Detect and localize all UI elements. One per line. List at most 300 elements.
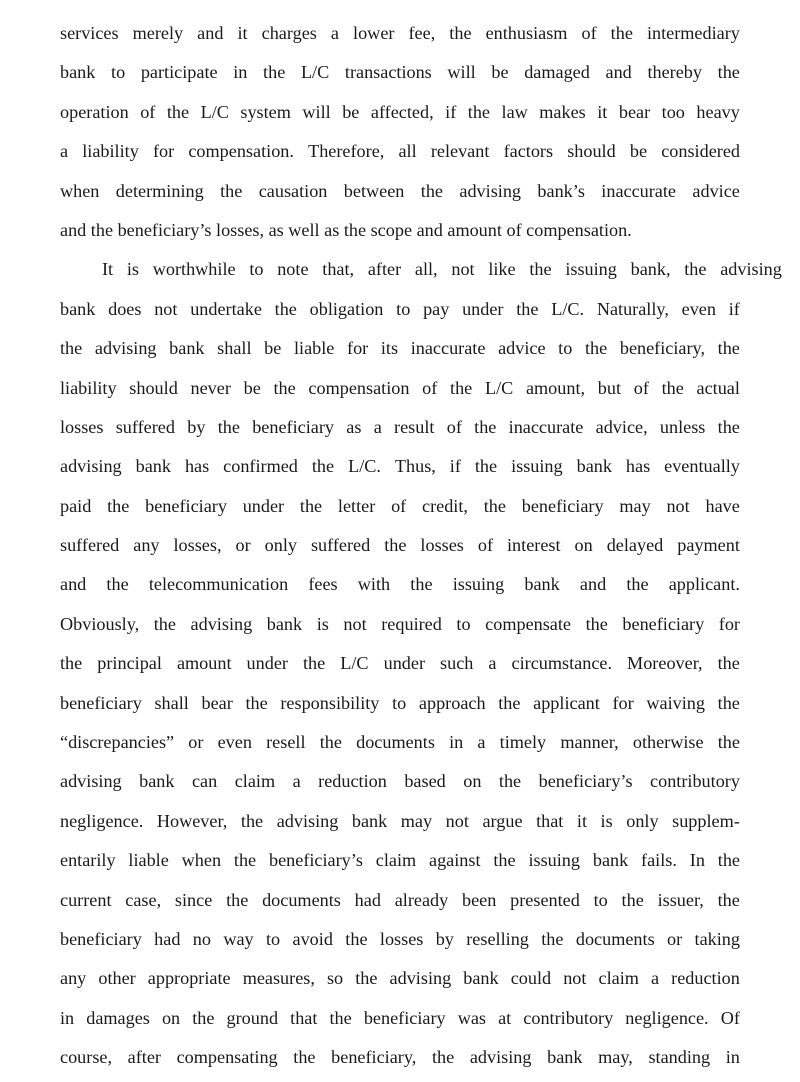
word: documents — [356, 732, 435, 753]
justified-words — [60, 999, 740, 1038]
word: reselling — [466, 928, 529, 949]
word: L/C — [340, 653, 369, 674]
word: issuing — [565, 259, 617, 280]
word: beneficiary — [60, 928, 142, 949]
justified-words — [60, 408, 740, 447]
word: the — [621, 889, 644, 910]
word: the — [449, 23, 472, 43]
word: telecommunication — [148, 574, 289, 595]
word: by — [187, 416, 206, 437]
word: undertake — [190, 298, 262, 319]
word: causation — [258, 180, 328, 201]
word: with — [357, 574, 391, 595]
word: reduction — [318, 771, 387, 792]
word: the — [684, 259, 707, 280]
word: the — [60, 653, 83, 674]
word: for — [152, 141, 175, 162]
word: interest — [507, 535, 561, 556]
word: transactions — [344, 62, 432, 83]
word: claim — [234, 771, 276, 792]
word: has — [184, 456, 210, 477]
text-line — [60, 762, 740, 801]
word: supplem- — [672, 810, 740, 831]
word: relevant — [430, 141, 490, 162]
word: been — [462, 889, 497, 910]
word: circumstance. — [511, 653, 613, 674]
word: no — [192, 928, 211, 949]
word: does — [108, 298, 142, 319]
word: on — [463, 771, 482, 792]
word: bear — [201, 692, 233, 713]
justified-words — [60, 53, 740, 92]
word: measures, — [242, 968, 315, 989]
word: inaccurate — [410, 338, 486, 359]
word: fails. — [641, 850, 677, 871]
word: suffered — [115, 416, 175, 437]
justified-words — [60, 290, 740, 329]
word: beneficiary’s — [538, 771, 633, 792]
word: bank — [139, 771, 175, 792]
word: as — [346, 416, 362, 437]
word: result — [394, 416, 435, 437]
word: if — [728, 298, 740, 319]
word: the — [467, 101, 491, 122]
word: is — [126, 259, 139, 280]
word: advising — [459, 180, 522, 201]
word: compensation. — [188, 141, 294, 162]
justified-words — [60, 132, 740, 171]
word: be — [243, 377, 261, 398]
word: liability — [82, 141, 139, 162]
document-page — [60, 14, 782, 1078]
text-line — [60, 1038, 740, 1077]
word: actual — [696, 377, 740, 398]
text-line — [60, 408, 740, 447]
word: of — [422, 377, 438, 398]
word: advising — [469, 1047, 532, 1068]
word: issuing — [511, 456, 563, 477]
word: of — [446, 416, 462, 437]
word: required — [381, 613, 442, 634]
word: other — [98, 968, 136, 989]
word: the — [245, 692, 268, 713]
word: the — [319, 732, 342, 753]
text-line — [60, 802, 740, 841]
justified-words — [60, 172, 740, 211]
justified-words — [60, 920, 740, 959]
word: the — [626, 574, 649, 595]
justified-words — [60, 93, 740, 132]
word: by — [435, 928, 454, 949]
word: the — [498, 771, 522, 792]
word: pay — [423, 298, 450, 319]
word: that — [536, 810, 564, 831]
word: appropriate — [147, 968, 231, 989]
word: could — [510, 968, 552, 989]
word: bank — [169, 338, 205, 359]
word: advising — [276, 810, 339, 831]
word: losses — [420, 535, 464, 556]
text-line — [60, 959, 740, 998]
word: issuer, — [657, 889, 704, 910]
text-line — [60, 369, 740, 408]
word: under — [242, 495, 285, 516]
word: only — [626, 810, 659, 831]
word: the — [585, 613, 608, 634]
word: law — [501, 101, 528, 122]
word: be — [342, 101, 360, 122]
word: In — [689, 850, 705, 871]
word: to — [392, 692, 407, 713]
word: enthusiasm — [485, 23, 568, 43]
text-line — [60, 684, 740, 723]
word: have — [705, 495, 740, 516]
word: bank — [576, 456, 612, 477]
justified-words — [60, 1038, 740, 1077]
word: to — [111, 62, 126, 83]
word: to — [249, 259, 264, 280]
word: losses — [60, 416, 104, 437]
word: advising — [389, 968, 452, 989]
word: contributory — [650, 771, 740, 792]
word: the — [717, 732, 740, 753]
word: the — [345, 928, 368, 949]
text-line — [60, 999, 740, 1038]
word: after — [127, 1047, 161, 1068]
word: a — [330, 23, 339, 43]
word: the — [450, 377, 473, 398]
word: the — [240, 810, 264, 831]
word: letter — [337, 495, 376, 516]
word: and — [579, 574, 607, 595]
text-line — [60, 290, 740, 329]
word: the — [474, 456, 498, 477]
word: losses, — [173, 535, 222, 556]
word: in — [725, 1047, 740, 1068]
word: avoid — [292, 928, 333, 949]
word: damages — [86, 1007, 150, 1028]
paragraph-1 — [60, 14, 740, 250]
word: at — [498, 1007, 512, 1028]
word: services — [60, 23, 119, 43]
word: the — [106, 574, 129, 595]
word: like — [488, 259, 516, 280]
word: will — [447, 62, 476, 83]
word: the — [717, 889, 740, 910]
word: the — [274, 298, 297, 319]
word: the — [60, 338, 83, 359]
word: all, — [414, 259, 438, 280]
word: under — [383, 653, 426, 674]
word: when — [181, 850, 222, 871]
word: reduction — [671, 968, 740, 989]
word: should — [129, 377, 178, 398]
word: bank — [266, 613, 303, 634]
word: of — [633, 377, 649, 398]
word: entarily — [60, 850, 116, 871]
word: to — [593, 889, 608, 910]
word: not — [666, 495, 690, 516]
word: any — [133, 535, 160, 556]
word: payment — [677, 535, 740, 556]
word: bank, — [630, 259, 671, 280]
word: manner, — [560, 732, 619, 753]
word: a — [292, 771, 301, 792]
word: the — [153, 613, 176, 634]
word: delayed — [606, 535, 664, 556]
word: the — [311, 456, 335, 477]
word: Of — [720, 1007, 740, 1028]
justified-words — [60, 684, 740, 723]
word: it — [237, 23, 248, 43]
word: issuing — [528, 850, 580, 871]
word: never — [190, 377, 231, 398]
word: paid — [60, 495, 92, 516]
word: is — [316, 613, 329, 634]
justified-words — [60, 762, 740, 801]
word: It — [102, 259, 114, 280]
word: even — [681, 298, 716, 319]
word: negligence. — [60, 810, 144, 831]
word: Naturally, — [596, 298, 669, 319]
word: the — [220, 180, 243, 201]
text-line — [60, 132, 740, 171]
word: Therefore, — [308, 141, 385, 162]
word: not — [563, 968, 587, 989]
word: when — [60, 180, 100, 201]
word: “discrepancies” — [60, 732, 175, 753]
word: current — [60, 889, 112, 910]
word: the — [263, 62, 286, 83]
word: the — [299, 495, 323, 516]
word: the — [233, 850, 257, 871]
word: Moreover, — [627, 653, 703, 674]
word: so — [326, 968, 344, 989]
word: participate — [140, 62, 218, 83]
word: since — [174, 889, 213, 910]
text-line — [60, 53, 740, 92]
word: should — [567, 141, 616, 162]
word: the — [661, 377, 684, 398]
justified-words — [60, 14, 740, 53]
word: documents — [262, 889, 341, 910]
word: advice — [692, 180, 740, 201]
word: based — [404, 771, 446, 792]
word: shall — [154, 692, 189, 713]
word: the — [303, 653, 326, 674]
justified-words — [60, 565, 740, 604]
word: note — [277, 259, 309, 280]
word: the — [717, 62, 740, 83]
word: applicant — [533, 692, 600, 713]
word: of — [140, 101, 156, 122]
word: beneficiary, — [331, 1047, 417, 1068]
text-line — [60, 881, 740, 920]
word: was — [457, 1007, 486, 1028]
word: resell — [266, 732, 306, 753]
word: the — [493, 850, 516, 871]
justified-words — [60, 369, 740, 408]
word: L/C — [484, 377, 514, 398]
word: considered — [661, 141, 740, 162]
word: bank — [524, 574, 560, 595]
word: beneficiary — [145, 495, 227, 516]
word: claim — [375, 850, 417, 871]
word: it — [597, 101, 608, 122]
justified-words — [60, 526, 740, 565]
word: has — [625, 456, 651, 477]
word: on — [574, 535, 593, 556]
word: presented — [510, 889, 580, 910]
word: heavy — [696, 101, 740, 122]
justified-words — [60, 881, 740, 920]
word: to — [456, 613, 471, 634]
text-line — [60, 644, 740, 683]
word: standing — [648, 1047, 711, 1068]
word: Thus, — [394, 456, 436, 477]
word: against — [429, 850, 481, 871]
word: beneficiary — [521, 495, 604, 516]
justified-words — [60, 644, 740, 683]
word: compensation — [308, 377, 410, 398]
word: advice, — [595, 416, 648, 437]
word: merely — [132, 23, 184, 43]
word: the — [293, 1047, 316, 1068]
word: such — [440, 653, 474, 674]
word: had — [354, 889, 381, 910]
word: eventually — [664, 456, 740, 477]
text-line — [60, 93, 740, 132]
word: bank — [60, 62, 96, 83]
word: in — [449, 732, 464, 753]
word: that — [290, 1007, 318, 1028]
word: the — [420, 180, 443, 201]
word: liable — [128, 850, 169, 871]
word: approach — [418, 692, 486, 713]
word: on — [161, 1007, 181, 1028]
word: the — [384, 535, 407, 556]
word: will — [302, 101, 331, 122]
justified-words — [60, 959, 740, 998]
word: beneficiary’s — [268, 850, 363, 871]
word: bank — [463, 968, 499, 989]
word: may — [400, 810, 433, 831]
word: losses — [379, 928, 424, 949]
word: negligence. — [625, 1007, 709, 1028]
word: even — [217, 732, 252, 753]
text-line — [60, 920, 740, 959]
word: lower — [353, 23, 395, 43]
word: the — [226, 889, 249, 910]
word: advising — [94, 338, 157, 359]
word: bank — [547, 1047, 583, 1068]
word: of — [581, 23, 597, 43]
word: not — [445, 810, 469, 831]
word: a — [651, 968, 660, 989]
word: or — [235, 535, 251, 556]
word: is — [600, 810, 613, 831]
text-line: and the beneficiary’s losses, as well as the scope and amount of compensation. — [60, 219, 632, 240]
word: advising — [190, 613, 253, 634]
justified-words — [60, 329, 740, 368]
word: factors — [503, 141, 554, 162]
text-line — [60, 565, 740, 604]
word: a — [477, 732, 486, 753]
word: bank — [592, 850, 629, 871]
justified-words — [60, 250, 782, 289]
word: advising — [60, 456, 122, 477]
text-line — [60, 605, 740, 644]
word: fee, — [408, 23, 436, 43]
word: to — [266, 928, 281, 949]
word: beneficiary — [363, 1007, 446, 1028]
text-line — [60, 14, 740, 53]
word: liable — [293, 338, 335, 359]
word: case, — [125, 889, 162, 910]
text-line — [60, 250, 782, 289]
word: not — [343, 613, 367, 634]
word: documents — [575, 928, 655, 949]
word: timely — [499, 732, 547, 753]
word: claim — [598, 968, 639, 989]
text-line — [60, 329, 740, 368]
text-line — [60, 841, 740, 880]
word: in — [233, 62, 248, 83]
word: the — [192, 1007, 215, 1028]
word: the — [355, 968, 378, 989]
word: the — [717, 692, 740, 713]
word: damaged — [524, 62, 590, 83]
text-line — [60, 447, 740, 486]
word: argue — [482, 810, 523, 831]
word: for — [612, 692, 634, 713]
justified-words — [60, 487, 740, 526]
word: to — [558, 338, 573, 359]
word: taking — [694, 928, 740, 949]
word: the — [483, 495, 506, 516]
word: confirmed — [223, 456, 298, 477]
word: the — [717, 653, 740, 674]
word: responsibility — [280, 692, 380, 713]
word: the — [166, 101, 190, 122]
word: thereby — [647, 62, 702, 83]
word: liability — [60, 377, 117, 398]
word: L/C — [300, 62, 330, 83]
word: bank — [135, 456, 171, 477]
word: the — [498, 692, 521, 713]
word: ground — [226, 1007, 279, 1028]
word: inaccurate — [508, 416, 584, 437]
word: bank’s — [537, 180, 585, 201]
word: the — [584, 338, 608, 359]
word: applicant. — [668, 574, 740, 595]
word: intermediary — [646, 23, 740, 43]
word: its — [380, 338, 399, 359]
word: beneficiary — [60, 692, 142, 713]
word: not — [154, 298, 178, 319]
word: it — [576, 810, 587, 831]
word: the — [717, 416, 740, 437]
word: to — [396, 298, 411, 319]
word: Obviously, — [60, 613, 140, 634]
word: for — [718, 613, 740, 634]
word: principal — [97, 653, 162, 674]
word: the — [717, 850, 740, 871]
word: advising — [720, 259, 782, 280]
justified-words — [60, 802, 740, 841]
word: may — [619, 495, 651, 516]
word: after — [367, 259, 402, 280]
